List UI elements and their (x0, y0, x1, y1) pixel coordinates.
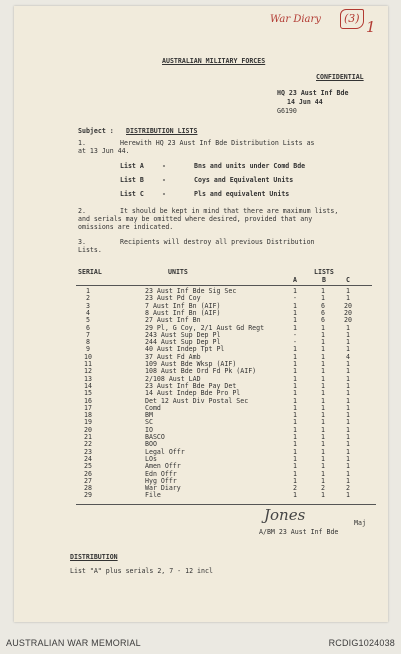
para1-number: 1. (78, 139, 86, 147)
list-b-desc: Coys and Equivalent Units (194, 176, 294, 184)
row-serial: 19 (84, 418, 92, 427)
header-serial: SERIAL (78, 268, 102, 276)
table-row (14, 449, 388, 456)
row-list-b: 1 (321, 338, 325, 347)
footer-record-id: RCDIG1024038 (328, 638, 395, 648)
row-list-c: 1 (346, 381, 350, 390)
row-serial: 3 (86, 301, 90, 310)
handwritten-circle (340, 9, 364, 29)
row-list-c: 1 (346, 491, 350, 500)
table-row (14, 434, 388, 441)
row-list-a: 1 (293, 425, 297, 434)
row-serial: 8 (86, 338, 90, 347)
row-unit: SC (145, 418, 153, 427)
row-list-c: 1 (346, 389, 350, 398)
row-serial: 20 (84, 425, 92, 434)
row-unit: 7 Aust Inf Bn (AIF) (145, 301, 221, 310)
footer-archive-name: AUSTRALIAN WAR MEMORIAL (6, 638, 141, 648)
header-list-a: A (293, 276, 297, 284)
row-list-c: 1 (346, 462, 350, 471)
row-unit: 40 Aust Indep Tpt Pl (145, 345, 225, 354)
row-list-a: 1 (293, 345, 297, 354)
document-page (14, 6, 388, 622)
row-serial: 27 (84, 476, 92, 485)
row-serial: 6 (86, 323, 90, 332)
row-unit: 108 Aust Bde Ord Fd Pk (AIF) (145, 367, 257, 376)
para3-line2: Lists. (78, 246, 102, 254)
row-serial: 4 (86, 308, 90, 317)
row-list-a: 1 (293, 447, 297, 456)
row-list-b: 1 (321, 345, 325, 354)
row-unit: Amen Offr (145, 462, 181, 471)
row-serial: 1 (86, 287, 90, 295)
row-list-b: 1 (321, 367, 325, 376)
table-row (14, 427, 388, 434)
list-c-name: List C (120, 190, 144, 198)
row-list-a: 1 (293, 381, 297, 390)
row-list-b: 1 (321, 491, 325, 500)
row-list-b: 1 (321, 476, 325, 485)
para2-line3: omissions are indicated. (78, 223, 174, 231)
archive-footer (0, 628, 401, 654)
row-list-c: 1 (346, 411, 350, 420)
row-list-c: 1 (346, 454, 350, 463)
hq-line: HQ 23 Aust Inf Bde (277, 89, 349, 97)
row-list-c: 1 (346, 476, 350, 485)
row-unit: Hyg Offr (145, 476, 177, 485)
table-row (14, 288, 388, 295)
row-list-a: - (293, 330, 297, 339)
row-serial: 15 (84, 389, 92, 398)
row-unit: LOs (145, 454, 157, 463)
row-list-c: 20 (344, 308, 352, 317)
row-list-b: 6 (321, 316, 325, 325)
row-list-a: 1 (293, 396, 297, 405)
row-list-c: 1 (346, 425, 350, 434)
row-list-a: 1 (293, 469, 297, 478)
row-serial: 23 (84, 447, 92, 456)
row-serial: 18 (84, 411, 92, 420)
row-list-b: 1 (321, 433, 325, 441)
row-list-a: 1 (293, 323, 297, 332)
table-row (14, 419, 388, 426)
row-list-b: 2 (321, 484, 325, 493)
row-unit: 243 Aust Sup Dep Pl (145, 330, 221, 339)
row-serial: 10 (84, 352, 92, 361)
row-serial: 21 (84, 433, 92, 441)
row-unit: War Diary (145, 484, 181, 493)
handwritten-mark: (3) (344, 12, 360, 25)
row-list-b: 1 (321, 425, 325, 434)
row-list-c: 1 (346, 338, 350, 347)
para1-line2: at 13 Jun 44. (78, 147, 130, 155)
row-unit: 27 Aust Inf Bn (145, 316, 201, 325)
para2-number: 2. (78, 207, 86, 215)
row-list-b: 1 (321, 294, 325, 303)
row-list-b: 1 (321, 447, 325, 456)
row-serial: 24 (84, 454, 92, 463)
row-list-b: 1 (321, 323, 325, 332)
row-list-b: 1 (321, 462, 325, 471)
row-unit: IO (145, 425, 153, 434)
row-list-a: 1 (293, 360, 297, 368)
table-row (14, 412, 388, 419)
row-list-a: 1 (293, 433, 297, 441)
table-row (14, 485, 388, 492)
subject-label: Subject : (78, 127, 114, 135)
row-unit: 37 Aust Fd Amb (145, 352, 201, 361)
row-list-b: 1 (321, 418, 325, 427)
para1-line1: Herewith HQ 23 Aust Inf Bde Distribution Lists as (120, 139, 315, 147)
row-unit: 29 Pl, G Coy, 2/1 Aust Gd Regt (145, 323, 265, 332)
row-list-c: 1 (346, 360, 350, 368)
list-a-dash: - (162, 162, 166, 170)
list-b-dash: - (162, 176, 166, 184)
row-list-a: 1 (293, 440, 297, 449)
row-list-c: 20 (344, 316, 352, 325)
row-serial: 17 (84, 403, 92, 412)
table-bottom-rule (76, 504, 376, 505)
signature-appointment: A/BM 23 Aust Inf Bde (259, 528, 339, 536)
signature: Jones (264, 506, 306, 524)
para2-line1: It should be kept in mind that there are maximum lists, (120, 207, 339, 215)
row-list-b: 1 (321, 287, 325, 295)
para3-number: 3. (78, 238, 86, 246)
row-list-a: 1 (293, 403, 297, 412)
row-serial: 29 (84, 491, 92, 500)
row-list-a: 1 (293, 301, 297, 310)
row-list-c: 1 (346, 403, 350, 412)
row-serial: 2 (86, 294, 90, 303)
row-unit: BOO (145, 440, 157, 449)
row-list-a: 1 (293, 389, 297, 398)
row-unit: 109 Aust Bde Wksp (AIF) (145, 360, 237, 368)
row-list-c: 1 (346, 323, 350, 332)
document-date: 14 Jun 44 (287, 98, 323, 106)
row-list-a: 1 (293, 454, 297, 463)
row-list-c: 2 (346, 484, 350, 493)
header-list-c: C (346, 276, 350, 284)
row-list-c: 1 (346, 418, 350, 427)
row-list-a: 1 (293, 352, 297, 361)
row-list-a: 1 (293, 476, 297, 485)
row-list-c: 1 (346, 367, 350, 376)
row-list-c: 1 (346, 345, 350, 354)
row-list-a: 2 (293, 484, 297, 493)
row-list-b: 1 (321, 440, 325, 449)
row-list-b: 6 (321, 308, 325, 317)
row-list-a: 1 (293, 491, 297, 500)
row-unit: 23 Aust Inf Bde Sig Sec (145, 287, 237, 295)
row-serial: 26 (84, 469, 92, 478)
list-c-desc: Pls and equivalent Units (194, 190, 290, 198)
row-list-a: - (293, 338, 297, 347)
row-list-c: 1 (346, 294, 350, 303)
row-serial: 7 (86, 330, 90, 339)
row-list-a: 1 (293, 462, 297, 471)
row-list-c: 1 (346, 287, 350, 295)
table-row (14, 398, 388, 405)
distribution-heading: DISTRIBUTION (70, 553, 118, 561)
table-row (14, 463, 388, 470)
row-serial: 25 (84, 462, 92, 471)
row-list-b: 1 (321, 411, 325, 420)
table-row (14, 478, 388, 485)
row-unit: Legal Offr (145, 447, 185, 456)
row-unit: 23 Aust Inf Bde Pay Det (145, 381, 237, 390)
row-serial: 12 (84, 367, 92, 376)
handwritten-note: War Diary (270, 14, 321, 25)
row-list-b: 1 (321, 330, 325, 339)
header-units: UNITS (168, 268, 188, 276)
row-unit: Comd (145, 403, 161, 412)
row-list-c: 1 (346, 433, 350, 441)
row-list-a: 1 (293, 316, 297, 325)
row-list-c: 1 (346, 396, 350, 405)
row-serial: 11 (84, 360, 92, 368)
table-row (14, 456, 388, 463)
row-list-c: 1 (346, 440, 350, 449)
row-serial: 16 (84, 396, 92, 405)
para3-line1: Recipients will destroy all previous Distribution (120, 238, 315, 246)
row-serial: 13 (84, 374, 92, 383)
handwritten-number: 1 (366, 18, 376, 36)
table-row (14, 368, 388, 375)
row-list-b: 1 (321, 454, 325, 463)
row-list-b: 1 (321, 374, 325, 383)
table-row (14, 471, 388, 478)
row-unit: Edn Offr (145, 469, 177, 478)
subject-value: DISTRIBUTION LISTS (126, 127, 198, 135)
row-list-b: 1 (321, 352, 325, 361)
signature-rank: Maj (354, 519, 366, 527)
row-unit: BM (145, 411, 153, 420)
list-b-name: List B (120, 176, 144, 184)
row-list-a: 1 (293, 418, 297, 427)
row-list-a: 1 (293, 287, 297, 295)
row-list-c: 1 (346, 469, 350, 478)
row-list-c: 4 (346, 352, 350, 361)
document-title: AUSTRALIAN MILITARY FORCES (162, 57, 266, 65)
row-serial: 22 (84, 440, 92, 449)
header-list-b: B (322, 276, 326, 284)
table-row (14, 310, 388, 317)
row-list-c: 1 (346, 374, 350, 383)
row-unit: 8 Aust Inf Bn (AIF) (145, 308, 221, 317)
distribution-line: List "A" plus serials 2, 7 - 12 incl (70, 567, 213, 575)
row-list-b: 1 (321, 381, 325, 390)
list-a-desc: Bns and units under Comd Bde (194, 162, 306, 170)
row-list-c: 20 (344, 301, 352, 310)
para2-line2: and serials may be omitted where desired, provided that any (78, 215, 313, 223)
row-serial: 9 (86, 345, 90, 354)
row-list-a: 1 (293, 374, 297, 383)
row-list-b: 1 (321, 396, 325, 405)
row-unit: BASCO (145, 433, 165, 441)
row-list-b: 1 (321, 389, 325, 398)
row-list-a: 1 (293, 308, 297, 317)
row-list-b: 6 (321, 301, 325, 310)
row-unit: 14 Aust Indep Bde Pro Pl (145, 389, 241, 398)
list-a-name: List A (120, 162, 144, 170)
row-list-a: 1 (293, 411, 297, 420)
row-serial: 5 (86, 316, 90, 325)
file-reference: G6190 (277, 107, 297, 115)
classification: CONFIDENTIAL (316, 73, 364, 81)
row-unit: File (145, 491, 161, 500)
row-unit: 23 Aust Pd Coy (145, 294, 201, 303)
table-row (14, 492, 388, 499)
list-c-dash: - (162, 190, 166, 198)
row-list-a: 1 (293, 367, 297, 376)
row-unit: 244 Aust Sup Dep Pl (145, 338, 221, 347)
header-lists: LISTS (314, 268, 334, 276)
table-row (14, 405, 388, 412)
table-row (14, 346, 388, 353)
row-unit: Det 12 Aust Div Postal Sec (145, 396, 249, 405)
row-list-c: 1 (346, 447, 350, 456)
table-top-rule (76, 285, 372, 286)
row-serial: 28 (84, 484, 92, 493)
row-serial: 14 (84, 381, 92, 390)
row-list-a: - (293, 294, 297, 303)
row-unit: 2/108 Aust LAD (145, 374, 201, 383)
row-list-b: 1 (321, 360, 325, 368)
row-list-b: 1 (321, 469, 325, 478)
row-list-b: 1 (321, 403, 325, 412)
table-row (14, 441, 388, 448)
row-list-c: 1 (346, 330, 350, 339)
